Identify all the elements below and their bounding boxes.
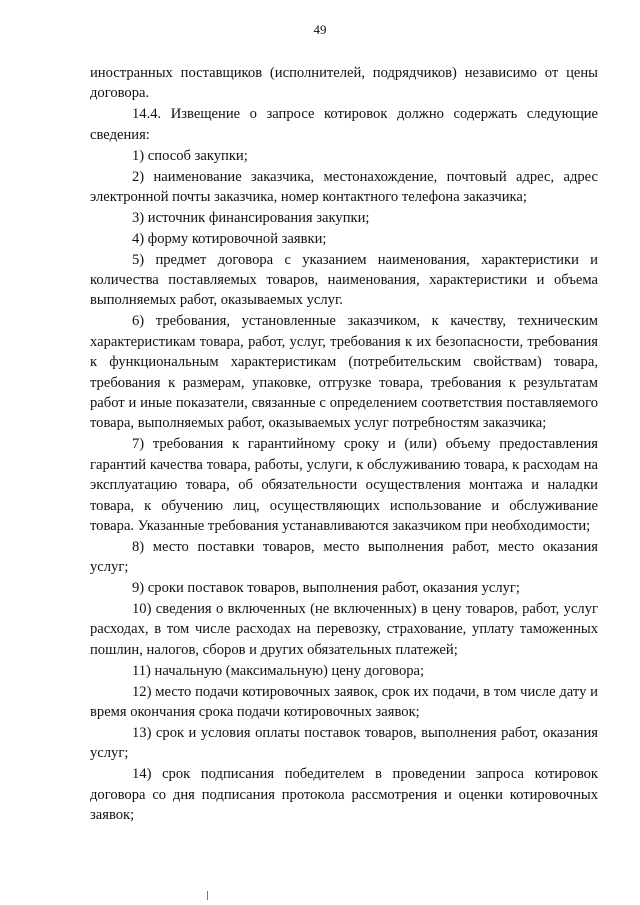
list-item-5: 5) предмет договора с указанием наименования, характеристики и количества поставляемых товаров, наименования, характеристики и объема выполняемых работ, оказываемых услуг.: [90, 251, 598, 309]
paragraph-section-14-4: 14.4. Извещение о запросе котировок должно содержать следующие сведения:: [90, 106, 598, 143]
list-item-14: 14) срок подписания победителем в проведении запроса котировок договора со дня подписания протокола рассмотрения и оценки котировочных заявок;: [90, 766, 598, 824]
list-item-9: 9) сроки поставок товаров, выполнения работ, оказания услуг;: [132, 580, 520, 597]
list-item-3: 3) источник финансирования закупки;: [132, 209, 370, 226]
list-item-11: 11) начальную (максимальную) цену договора;: [132, 662, 425, 679]
list-item-10: 10) сведения о включенных (не включенных) в цену товаров, работ, услуг расходах, в том числе расходах на перевозку, страхование, уплату таможенных пошлин, налогов, сборов и других обязательных платежей;: [90, 601, 598, 658]
list-item-7: 7) требования к гарантийному сроку и (или) объему предоставления гарантий качества товара, работы, услуги, к обслуживанию товара, к расходам на эксплуатацию товара, об обязательности осуществления монтажа и наладки товара, к обучению лиц, осуществляющих использование и обслуживание товара. Указанные требования устанавливаются заказчиком при необходимости;: [90, 436, 598, 534]
list-item-1: 1) способ закупки;: [132, 147, 248, 164]
list-item-4: 4) форму котировочной заявки;: [132, 230, 327, 247]
page-number: 49: [313, 22, 327, 37]
list-item-13: 13) срок и условия оплаты поставок товаров, выполнения работ, оказания услуг;: [90, 725, 598, 762]
list-item-12: 12) место подачи котировочных заявок, срок их подачи, в том числе дату и время окончания срока подачи котировочных заявок;: [90, 683, 598, 721]
scan-artifact: [207, 891, 208, 900]
list-item-6: 6) требования, установленные заказчиком, к качеству, техническим характеристикам товара, работ, услуг, требования к их безопасности, требования к функциональным характеристикам (потребительским свойствам) товара, требования к размерам, упаковке, отгрузке товара, требования к результатам работ и иные показатели, связанные с определением соответствия поставляемого товара, выполняемых работ, оказываемых услуг потребностям заказчика;: [90, 313, 598, 432]
list-item-2: 2) наименование заказчика, местонахождение, почтовый адрес, адрес электронной почты заказчика, номер контактного телефона заказчика;: [90, 168, 598, 205]
paragraph-continuation: иностранных поставщиков (исполнителей, подрядчиков) независимо от цены договора.: [90, 65, 598, 102]
list-item-8: 8) место поставки товаров, место выполнения работ, место оказания услуг;: [90, 538, 598, 576]
document-body: [90, 63, 598, 826]
